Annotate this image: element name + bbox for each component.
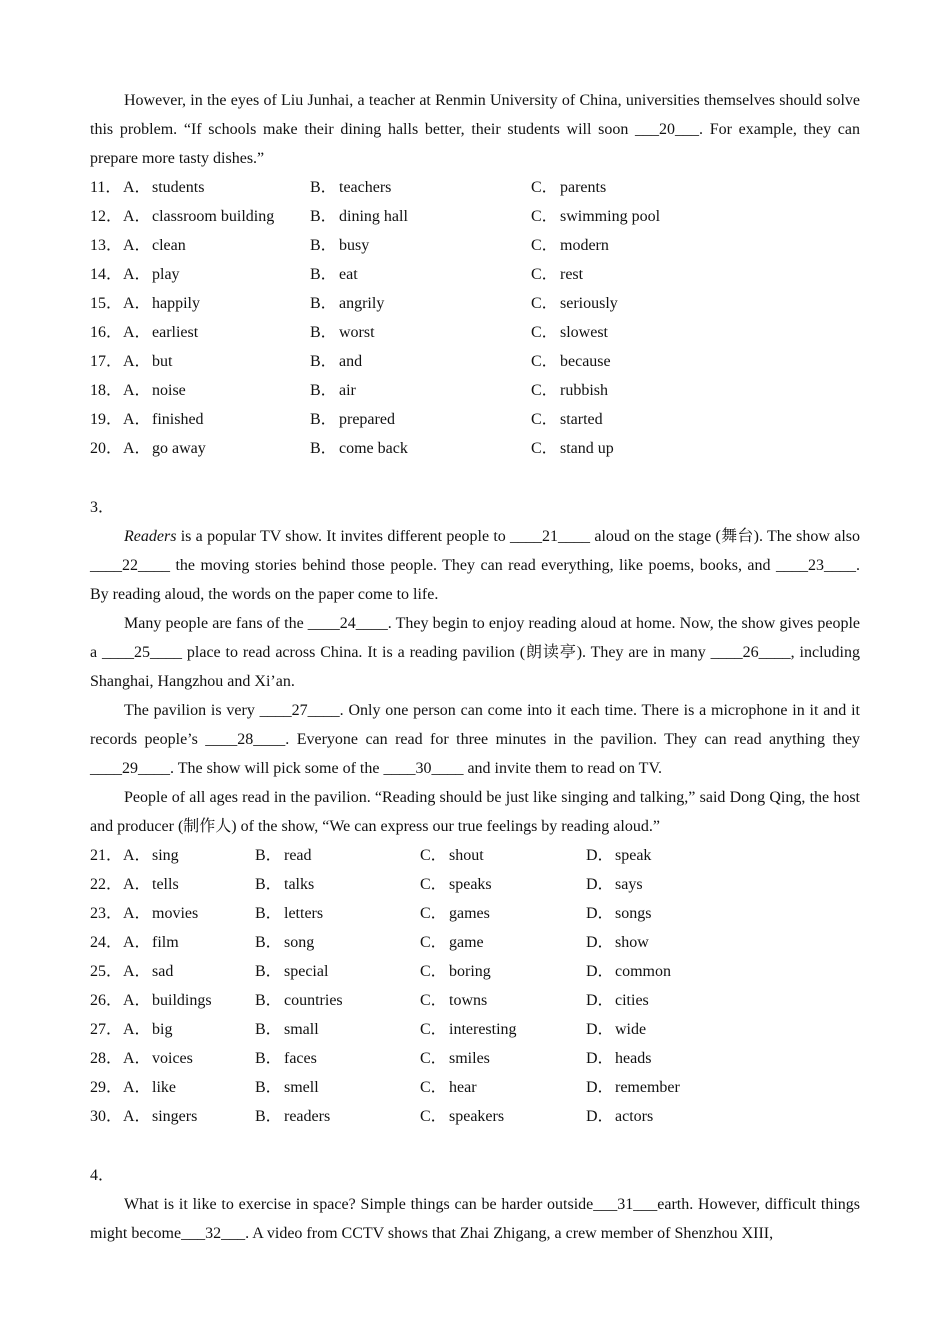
option-letter: A． bbox=[123, 963, 151, 980]
passage-paragraph: What is it like to exercise in space? Simple things can be harder outside___31___earth. However, difficult things might become___32___. A video from CCTV shows that Zhai Zhigang, a crew member of Shenzhou XIII, bbox=[90, 1196, 860, 1242]
option-letter: C． bbox=[420, 963, 447, 980]
option-letter: D． bbox=[586, 1079, 614, 1096]
option-letter: B． bbox=[255, 934, 282, 951]
option-text: go away bbox=[152, 440, 206, 457]
option-letter: B． bbox=[310, 179, 337, 196]
option-letter: B． bbox=[255, 847, 282, 864]
question-number: 26． bbox=[90, 992, 123, 1009]
option-letter: A． bbox=[123, 179, 151, 196]
option-letter: D． bbox=[586, 963, 614, 980]
option-text: happily bbox=[152, 295, 200, 312]
question-number: 19． bbox=[90, 411, 123, 428]
option-letter: C． bbox=[531, 208, 558, 225]
option-text: heads bbox=[615, 1050, 652, 1067]
option-text: readers bbox=[284, 1108, 331, 1125]
option-letter: B． bbox=[310, 353, 337, 370]
option-text: towns bbox=[449, 992, 488, 1009]
question-number: 12． bbox=[90, 208, 123, 225]
option-letter: B． bbox=[310, 295, 337, 312]
option-row bbox=[90, 405, 860, 434]
question-number: 4． bbox=[90, 1167, 115, 1184]
option-letter: B． bbox=[255, 1050, 282, 1067]
option-text: smiles bbox=[449, 1050, 490, 1067]
option-letter: D． bbox=[586, 1108, 614, 1125]
option-text: song bbox=[284, 934, 315, 951]
option-letter: B． bbox=[255, 905, 282, 922]
question-number: 16． bbox=[90, 324, 123, 341]
option-letter: A． bbox=[123, 1021, 151, 1038]
option-letter: C． bbox=[531, 353, 558, 370]
option-text: games bbox=[449, 905, 490, 922]
option-text: swimming pool bbox=[560, 208, 661, 225]
show-title: Readers bbox=[124, 528, 177, 545]
option-text: dining hall bbox=[339, 208, 408, 225]
option-text: faces bbox=[284, 1050, 317, 1067]
option-text: play bbox=[152, 266, 180, 283]
question-number: 3． bbox=[90, 499, 115, 516]
option-row bbox=[90, 1102, 860, 1131]
question-number: 15． bbox=[90, 295, 123, 312]
option-letter: D． bbox=[586, 1021, 614, 1038]
option-letter: A． bbox=[123, 295, 151, 312]
option-letter: D． bbox=[586, 1050, 614, 1067]
option-text: shout bbox=[449, 847, 484, 864]
question-number: 30． bbox=[90, 1108, 123, 1125]
option-letter: C． bbox=[531, 295, 558, 312]
question-number: 28． bbox=[90, 1050, 123, 1067]
option-letter: A． bbox=[123, 934, 151, 951]
option-text: prepared bbox=[339, 411, 395, 428]
option-letter: B． bbox=[310, 237, 337, 254]
passage-paragraph: However, in the eyes of Liu Junhai, a teacher at Renmin University of China, universities themselves should solve this problem. “If schools make their dining halls better, their students will soon ___20___. For example, they can prepare more tasty dishes.” bbox=[90, 92, 860, 167]
question-number: 21． bbox=[90, 847, 123, 864]
option-row bbox=[90, 260, 860, 289]
question-number: 29． bbox=[90, 1079, 123, 1096]
option-letter: C． bbox=[420, 1021, 447, 1038]
option-letter: A． bbox=[123, 266, 151, 283]
option-text: wide bbox=[615, 1021, 647, 1038]
option-text: students bbox=[152, 179, 205, 196]
question-number: 17． bbox=[90, 353, 123, 370]
option-row bbox=[90, 928, 860, 957]
option-text: talks bbox=[284, 876, 315, 893]
option-letter: C． bbox=[420, 1108, 447, 1125]
question-number: 14． bbox=[90, 266, 123, 283]
option-text: come back bbox=[339, 440, 408, 457]
option-letter: B． bbox=[310, 411, 337, 428]
option-text: says bbox=[615, 876, 643, 893]
option-row bbox=[90, 841, 860, 870]
option-text: hear bbox=[449, 1079, 477, 1096]
option-letter: A． bbox=[123, 1079, 151, 1096]
option-row bbox=[90, 289, 860, 318]
option-text: rest bbox=[560, 266, 584, 283]
option-text: seriously bbox=[560, 295, 618, 312]
option-letter: C． bbox=[531, 382, 558, 399]
option-text: stand up bbox=[560, 440, 614, 457]
option-letter: A． bbox=[123, 847, 151, 864]
option-letter: C． bbox=[420, 1050, 447, 1067]
option-letter: A． bbox=[123, 237, 151, 254]
option-text: earliest bbox=[152, 324, 199, 341]
option-text: read bbox=[284, 847, 312, 864]
question-number: 18． bbox=[90, 382, 123, 399]
option-text: speaks bbox=[449, 876, 492, 893]
option-letter: A． bbox=[123, 208, 151, 225]
option-text: letters bbox=[284, 905, 324, 922]
option-text: smell bbox=[284, 1079, 319, 1096]
option-text: big bbox=[152, 1021, 173, 1038]
option-text: and bbox=[339, 353, 363, 370]
document-page bbox=[90, 86, 860, 1248]
question-number: 11． bbox=[90, 179, 122, 196]
option-text: slowest bbox=[560, 324, 608, 341]
option-text: rubbish bbox=[560, 382, 608, 399]
option-row bbox=[90, 376, 860, 405]
option-text: singers bbox=[152, 1108, 198, 1125]
option-text: voices bbox=[152, 1050, 193, 1067]
option-row bbox=[90, 202, 860, 231]
passage-paragraph: People of all ages read in the pavilion. “Reading should be just like singing and talking,” said Dong Qing, the host and producer (制作人) of the show, “We can express our true feelings by reading aloud.” bbox=[90, 789, 860, 835]
question-number: 24． bbox=[90, 934, 123, 951]
option-row bbox=[90, 1044, 860, 1073]
option-letter: B． bbox=[310, 266, 337, 283]
option-letter: D． bbox=[586, 992, 614, 1009]
passage-paragraph bbox=[90, 522, 860, 609]
question-number: 22． bbox=[90, 876, 123, 893]
option-row bbox=[90, 1073, 860, 1102]
option-text: songs bbox=[615, 905, 652, 922]
option-text: clean bbox=[152, 237, 186, 254]
option-text: air bbox=[339, 382, 356, 399]
option-text: busy bbox=[339, 237, 370, 254]
option-letter: A． bbox=[123, 1108, 151, 1125]
option-row bbox=[90, 434, 860, 463]
option-letter: A． bbox=[123, 324, 151, 341]
options-list-21-30 bbox=[90, 841, 860, 1131]
option-letter: C． bbox=[420, 905, 447, 922]
option-row bbox=[90, 1015, 860, 1044]
option-text: worst bbox=[339, 324, 375, 341]
option-text: but bbox=[152, 353, 173, 370]
option-letter: C． bbox=[531, 440, 558, 457]
option-letter: B． bbox=[310, 382, 337, 399]
option-letter: B． bbox=[310, 440, 337, 457]
option-letter: B． bbox=[255, 992, 282, 1009]
option-letter: A． bbox=[123, 353, 151, 370]
option-letter: C． bbox=[531, 237, 558, 254]
option-letter: A． bbox=[123, 1050, 151, 1067]
option-letter: C． bbox=[420, 992, 447, 1009]
paragraph-text: is a popular TV show. It invites different people to ____21____ aloud on the stage (舞台). The show also ____22____ the moving stories behind those people. They can read everything, like poems, books, and ____23____. By reading aloud, the words on the paper come to life. bbox=[90, 528, 860, 603]
option-letter: C． bbox=[420, 1079, 447, 1096]
option-letter: C． bbox=[420, 876, 447, 893]
option-letter: B． bbox=[255, 876, 282, 893]
option-letter: A． bbox=[123, 905, 151, 922]
option-text: actors bbox=[615, 1108, 654, 1125]
option-text: speak bbox=[615, 847, 652, 864]
question-number: 20． bbox=[90, 440, 123, 457]
passage-paragraph: Many people are fans of the ____24____. They begin to enjoy reading aloud at home. Now, the show gives people a ____25____ place to read across China. It is a reading pavilion (朗读亭). They are in many ____26____, including Shanghai, Hangzhou and Xi’an. bbox=[90, 615, 860, 690]
option-text: show bbox=[615, 934, 649, 951]
option-letter: D． bbox=[586, 876, 614, 893]
option-letter: C． bbox=[420, 847, 447, 864]
option-text: finished bbox=[152, 411, 204, 428]
option-letter: C． bbox=[531, 324, 558, 341]
option-row bbox=[90, 870, 860, 899]
option-letter: B． bbox=[310, 208, 337, 225]
option-letter: A． bbox=[123, 411, 151, 428]
option-text: boring bbox=[449, 963, 491, 980]
option-text: game bbox=[449, 934, 484, 951]
option-row bbox=[90, 231, 860, 260]
option-text: like bbox=[152, 1079, 176, 1096]
option-text: special bbox=[284, 963, 329, 980]
option-letter: D． bbox=[586, 934, 614, 951]
option-letter: D． bbox=[586, 905, 614, 922]
option-row bbox=[90, 986, 860, 1015]
option-text: remember bbox=[615, 1079, 680, 1096]
option-text: interesting bbox=[449, 1021, 517, 1038]
option-text: parents bbox=[560, 179, 607, 196]
question-number: 23． bbox=[90, 905, 123, 922]
option-text: speakers bbox=[449, 1108, 505, 1125]
passage-paragraph: The pavilion is very ____27____. Only one person can come into it each time. There is a microphone in it and it records people’s ____28____. Everyone can read for three minutes in the pavilion. They can read anything they ____29____. The show will pick some of the ____30____ and invite them to read on TV. bbox=[90, 702, 860, 777]
option-letter: B． bbox=[255, 1021, 282, 1038]
option-row bbox=[90, 318, 860, 347]
option-letter: C． bbox=[531, 411, 558, 428]
option-text: buildings bbox=[152, 992, 212, 1009]
option-letter: D． bbox=[586, 847, 614, 864]
question-number: 13． bbox=[90, 237, 123, 254]
option-letter: B． bbox=[255, 1079, 282, 1096]
option-text: tells bbox=[152, 876, 179, 893]
options-list-11-20 bbox=[90, 173, 860, 463]
option-letter: A． bbox=[123, 382, 151, 399]
option-text: sad bbox=[152, 963, 174, 980]
option-text: classroom building bbox=[152, 208, 275, 225]
option-text: sing bbox=[152, 847, 179, 864]
option-row bbox=[90, 899, 860, 928]
option-text: eat bbox=[339, 266, 358, 283]
option-letter: A． bbox=[123, 440, 151, 457]
option-row bbox=[90, 173, 860, 202]
option-text: film bbox=[152, 934, 179, 951]
option-letter: B． bbox=[255, 1108, 282, 1125]
question-number: 25． bbox=[90, 963, 123, 980]
option-row bbox=[90, 347, 860, 376]
option-letter: A． bbox=[123, 992, 151, 1009]
option-text: movies bbox=[152, 905, 199, 922]
option-letter: B． bbox=[310, 324, 337, 341]
option-letter: C． bbox=[420, 934, 447, 951]
option-text: angrily bbox=[339, 295, 385, 312]
option-text: small bbox=[284, 1021, 319, 1038]
option-letter: B． bbox=[255, 963, 282, 980]
option-text: teachers bbox=[339, 179, 392, 196]
option-text: started bbox=[560, 411, 603, 428]
option-text: cities bbox=[615, 992, 649, 1009]
option-letter: C． bbox=[531, 179, 558, 196]
option-text: because bbox=[560, 353, 611, 370]
option-letter: C． bbox=[531, 266, 558, 283]
question-number: 27． bbox=[90, 1021, 123, 1038]
option-text: modern bbox=[560, 237, 609, 254]
option-text: countries bbox=[284, 992, 343, 1009]
option-text: noise bbox=[152, 382, 186, 399]
option-row bbox=[90, 957, 860, 986]
option-text: common bbox=[615, 963, 671, 980]
option-letter: A． bbox=[123, 876, 151, 893]
